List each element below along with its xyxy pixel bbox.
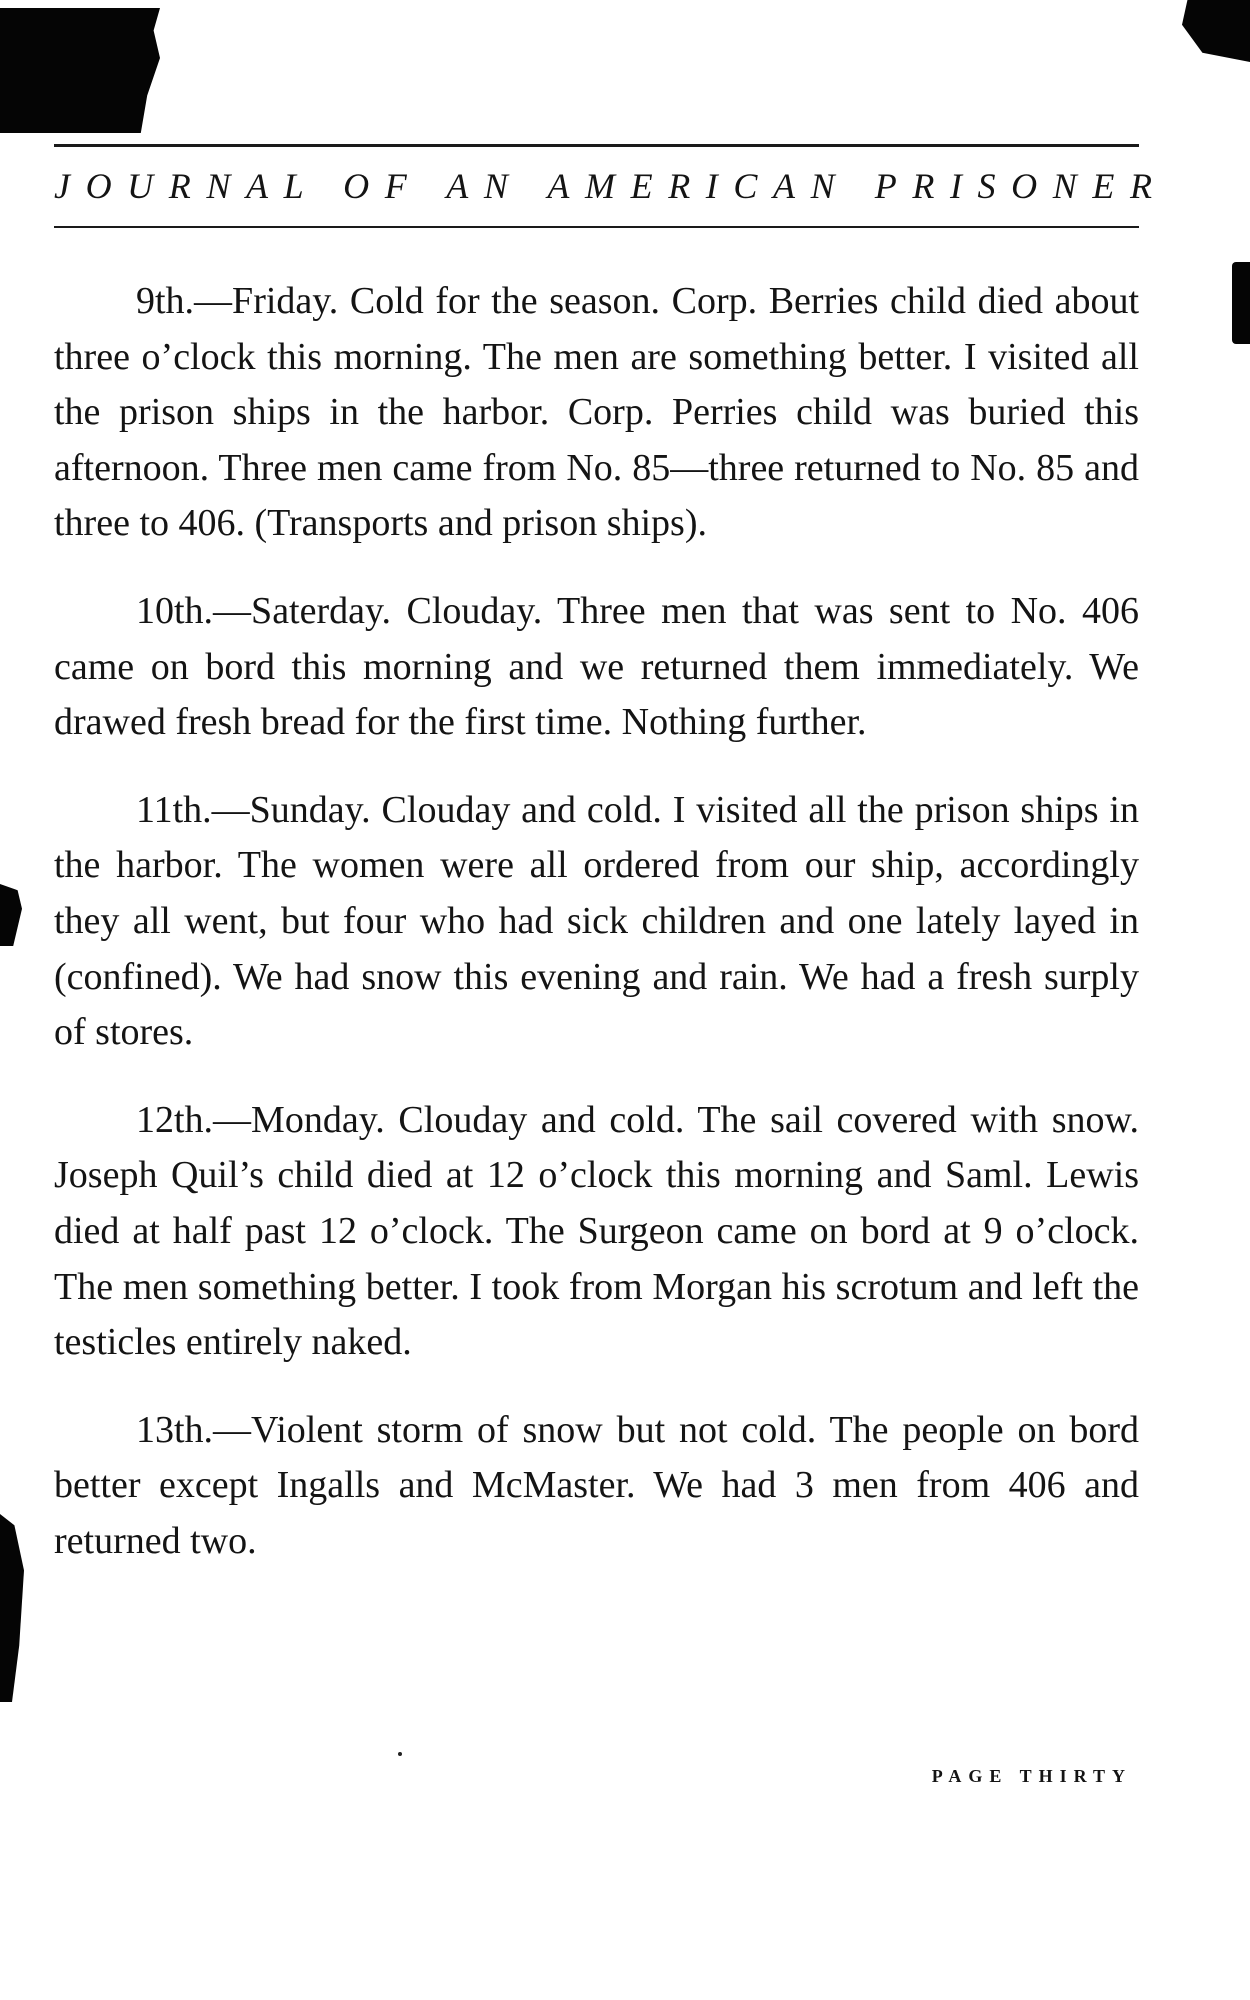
- ink-speck: [398, 1752, 402, 1756]
- journal-entry-9th: 9th.—Friday. Cold for the season. Corp. Berries child died about three o’clock this morning. The men are something better. I visited all the prison ships in the harbor. Corp. Perries child was buried this afternoon. Three men came from No. 85—three returned to No. 85 and three to 406. (Transports and prison ships).: [54, 280, 1139, 545]
- scan-edge-mark: [0, 884, 22, 946]
- scan-edge-mark: [1182, 0, 1250, 62]
- running-head: JOURNAL OF AN AMERICAN PRISONER: [54, 166, 1168, 206]
- journal-entry-11th: 11th.—Sunday. Clouday and cold. I visited all the prison ships in the harbor. The women were all ordered from our ship, accordingly they all went, but four who had sick children and one lately layed in (confined). We had snow this evening and rain. We had a fresh surply of stores.: [54, 788, 1139, 1054]
- journal-entry-12th: 12th.—Monday. Clouday and cold. The sail covered with snow. Joseph Quil’s child died at 12 o’clock this morning and Saml. Lewis died at half past 12 o’clock. The Surgeon came on bord at 9 o’clock. The men something better. I took from Morgan his scrotum and left the testicles entirely naked.: [54, 1098, 1139, 1364]
- journal-entry-13th: 13th.—Violent storm of snow but not cold. The people on bord better except Ingalls and McMaster. We had 3 men from 406 and returned two.: [54, 1408, 1139, 1562]
- scan-edge-mark: [0, 8, 160, 133]
- header-rule-top: [54, 144, 1139, 147]
- journal-entry-10th: 10th.—Saterday. Clouday. Three men that was sent to No. 406 came on bord this morning and we returned them immediately. We drawed fresh bread for the first time. Nothing further.: [54, 589, 1139, 744]
- journal-text: [54, 274, 1139, 1601]
- header-rule-bottom: [54, 226, 1139, 228]
- scan-edge-mark: [0, 1514, 24, 1702]
- scan-edge-mark: [1232, 262, 1250, 344]
- page-number-label: PAGE THIRTY: [931, 1766, 1132, 1786]
